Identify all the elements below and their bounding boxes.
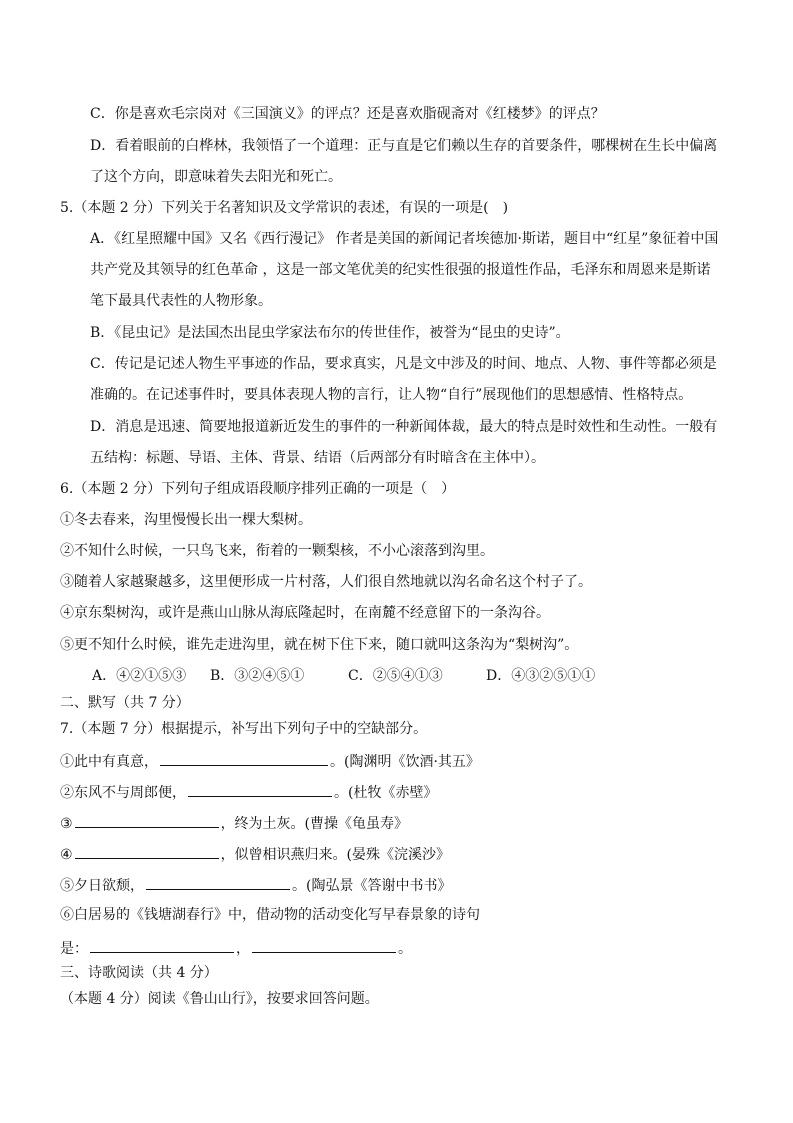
q5-option-c-line2: 准确的。在记述事件时，要具体表现人物的言行，让人物“自行”展现他们的思想感情、性格特点。 bbox=[90, 387, 693, 403]
q6-option-d: D．④③②⑤①① bbox=[486, 668, 596, 684]
q6-sentence-4: ④京东梨树沟，或许是燕山山脉从海底隆起时，在南麓不经意留下的一条沟谷。 bbox=[60, 605, 550, 621]
q6-sentence-2: ②不知什么时候，一只鸟飞来，衔着的一颗梨核，不小心滚落到沟里。 bbox=[60, 543, 494, 559]
q6-sentence-1: ①冬去春来，沟里慢慢长出一棵大梨树。 bbox=[60, 512, 312, 528]
q5-option-d-line1: D．消息是迅速、简要地报道新近发生的事件的一种新闻体裁，最大的特点是时效性和生动性。一般有 bbox=[90, 419, 718, 435]
q5-option-a-line1: A．《红星照耀中国》又名《西行漫记》 作者是美国的新闻记者埃德加·斯诺，题目中“红星”象征着中国 bbox=[90, 231, 719, 247]
q7-stem: 7.（本题 7 分）根据提示，补写出下列句子中的空缺部分。 bbox=[60, 721, 428, 737]
answer-blank[interactable] bbox=[160, 751, 328, 766]
q7-item-3: ③ ，终为土灰。(曹操《龟虽寿》 bbox=[60, 813, 408, 833]
q7-item-6-line2: 是： ， 。 bbox=[60, 938, 412, 958]
answer-blank[interactable] bbox=[75, 844, 219, 859]
q5-option-a-line3: 笔下最具代表性的人物形象。 bbox=[90, 293, 272, 309]
answer-blank[interactable] bbox=[252, 938, 396, 953]
q5-option-b: B．《昆虫记》是法国杰出昆虫学家法布尔的传世佳作，被誉为“昆虫的史诗”。 bbox=[90, 325, 570, 341]
q6-sentence-3: ③随着人家越聚越多，这里便形成一片村落，人们很自然地就以沟名命名这个村子了。 bbox=[60, 574, 592, 590]
q5-stem: 5.（本题 2 分）下列关于名著知识及文学常识的表述，有误的一项是( ) bbox=[60, 200, 509, 216]
q6-option-b: B．③②④⑤① bbox=[210, 668, 305, 684]
answer-blank[interactable] bbox=[188, 782, 332, 797]
q6-stem: 6.（本题 2 分）下列句子组成语段顺序排列正确的一项是（ ） bbox=[60, 481, 456, 497]
q7-item-2: ②东风不与周郎便， 。(杜牧《赤壁》 bbox=[60, 782, 437, 802]
section3-title: 三、诗歌阅读（共 4 分） bbox=[60, 965, 218, 981]
q7-item-5: ⑤夕日欲颓， 。(陶弘景《答谢中书书》 bbox=[60, 875, 451, 895]
q7-item-1: ①此中有真意， 。(陶渊明《饮酒·其五》 bbox=[60, 751, 480, 771]
q6-option-c: C．②⑤④①③ bbox=[348, 668, 443, 684]
q4-option-d-line2: 了这个方向，即意味着失去阳光和死亡。 bbox=[90, 169, 342, 185]
answer-blank[interactable] bbox=[75, 813, 219, 828]
q5-option-c-line1: C．传记是记述人物生平事迹的作品，要求真实，凡是文中涉及的时间、地点、人物、事件等都必须是 bbox=[90, 356, 717, 372]
q5-option-a-line2: 共产党及其领导的红色革命 ，这是一部文笔优美的纪实性很强的报道性作品，毛泽东和周恩来是斯诺 bbox=[90, 262, 711, 278]
q7-item-6-line1: ⑥白居易的《钱塘湖春行》中，借动物的活动变化写早春景象的诗句 bbox=[60, 907, 480, 923]
q4-option-c: C．你是喜欢毛宗岗对《三国演义》的评点？还是喜欢脂砚斋对《红楼梦》的评点？ bbox=[90, 106, 605, 122]
q5-option-d-line2: 五结构：标题、导语、主体、背景、结语（后两部分有时暗含在主体中）。 bbox=[90, 450, 545, 466]
answer-blank[interactable] bbox=[146, 875, 290, 890]
q6-option-a: A．④②①⑤③ bbox=[92, 668, 187, 684]
q6-sentence-5: ⑤更不知什么时候，谁先走进沟里，就在树下住下来，随口就叫这条沟为“梨树沟”。 bbox=[60, 637, 579, 653]
answer-blank[interactable] bbox=[90, 938, 234, 953]
q7-item-4: ④ ，似曾相识燕归来。(晏殊《浣溪沙》 bbox=[60, 844, 450, 864]
q4-option-d-line1: D．看着眼前的白桦林，我领悟了一个道理：正与直是它们赖以生存的首要条件，哪棵树在生长中偏离 bbox=[90, 138, 718, 154]
section3-intro: （本题 4 分）阅读《鲁山山行》，按要求回答问题。 bbox=[60, 991, 379, 1007]
section2-title: 二、默写（共 7 分） bbox=[60, 695, 190, 711]
